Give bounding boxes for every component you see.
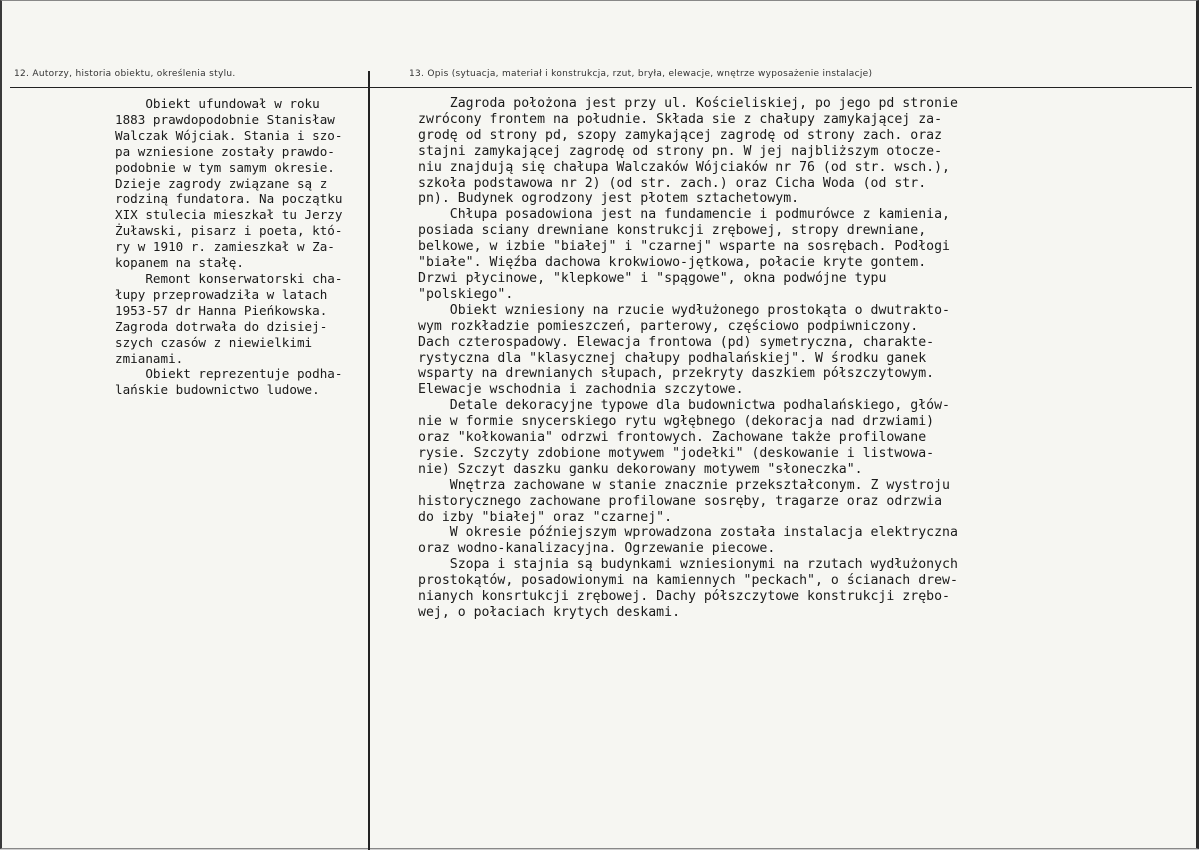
section-13-label: 13. Opis (sytuacja, materiał i konstrukcja, rzut, bryła, elewacje, wnętrze wyposażenie instalacje) — [409, 69, 873, 79]
section-12-label: 12. Autorzy, historia obiektu, określenia stylu. — [14, 69, 236, 79]
history-text: Obiekt ufundował w roku 1883 prawdopodobnie Stanisław Walczak Wójciak. Stania i szo- pa wzniesione zostały prawdo- podobnie w tym samym okresie. Dzieje zagrody związane są z rodziną fundatora. Na początku XIX stulecia mieszkał tu Jerzy Żuławski, pisarz i poeta, któ- ry w 1910 r. zamieszkał w Za- kopanem na stałę. Remont konserwatorski cha- łupy przeprowadziła w latach 1953-57 dr Hanna Pieńkowska. Zagroda dotrwała do dzisiej- szych czasów z niewielkimi zmianami. Obiekt reprezentuje podha- lańskie budownictwo ludowe. — [115, 96, 343, 398]
header-rule — [10, 87, 1192, 88]
column-divider — [368, 71, 370, 850]
description-text: Zagroda położona jest przy ul. Kościeliskiej, po jego pd stronie zwrócony frontem na południe. Składa sie z chałupy zamykającej za- grodę od strony pd, szopy zamykającej zagrodę od strony zach. oraz stajni zamykającej zagrodę od strony pn. W jej najbliższym otocze- niu znajdują się chałupa Walczaków Wójciaków nr 76 (od str. wsch.), szkoła podstawowa nr 2) (od str. zach.) oraz Cicha Woda (od str. pn). Budynek ogrodzony jest płotem sztachetowym. Chłupa posadowiona jest na fundamencie i podmurówce z kamienia, posiada sciany drewniane konstrukcji zrębowej, stropy drewniane, belkowe, w izbie "białej" i "czarnej" wsparte na sosrębach. Podłogi "białe". Więźba dachowa krokwiowo-jętkowa, połacie kryte gontem. Drzwi płycinowe, "klepkowe" i "spągowe", okna podwójne typu "polskiego". Obiekt wzniesiony na rzucie wydłużonego prostokąta o dwutrakto- wym rozkładzie pomieszczeń, parterowy, częściowo podpiwniczony. Dach czterospadowy. Elewacja frontowa (pd) symetryczna, charakte- rystyczna dla "klasycznej chałupy podhalańskiej". W środku ganek wsparty na drewnianych słupach, przekryty daszkiem półszczytowym. Elewacje wschodnia i zachodnia szczytowe. Detale dekoracyjne typowe dla budownictwa podhalańskiego, głów- nie w formie snycerskiego rytu wgłębnego (dekoracja nad drzwiami) oraz "kołkowania" odrzwi frontowych. Zachowane także profilowane rysie. Szczyty zdobione motywem "jodełki" (deskowanie i listwowa- nie) Szczyt daszku ganku dekorowany motywem "słoneczka". Wnętrza zachowane w stanie znacznie przekształconym. Z wystroju historycznego zachowane profilowane sosręby, tragarze oraz odrzwia do izby "białej" oraz "czarnej". W okresie późniejszym wprowadzona została instalacja elektryczna oraz wodno-kanalizacyjna. Ogrzewanie piecowe. Szopa i stajnia są budynkami wzniesionymi na rzutach wydłużonych prostokątów, posadowionymi na kamiennych "peckach", o ścianach drew- nianych konsrtukcji zrębowej. Dachy półszczytowe konstrukcji zrębo- wej, o połaciach krytych deskami. — [418, 96, 958, 620]
